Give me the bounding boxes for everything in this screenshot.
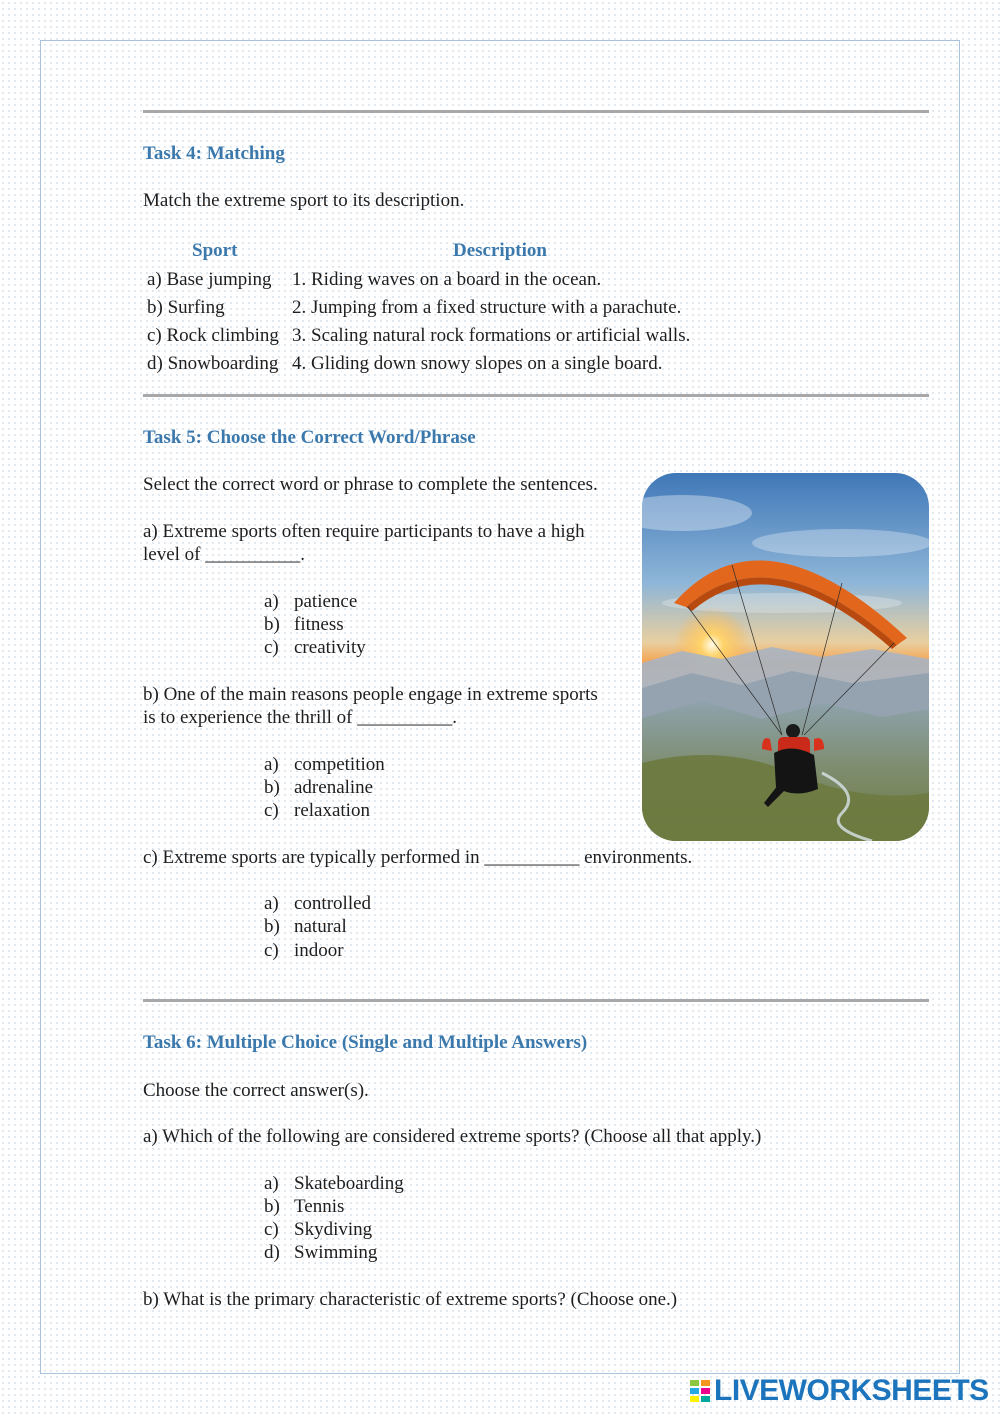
option-letter: a) (264, 1173, 279, 1194)
option-text: relaxation (294, 800, 370, 821)
question-text: b) One of the main reasons people engage in extreme sports (143, 684, 598, 705)
question-text: is to experience the thrill of __________. (143, 707, 457, 728)
divider (143, 999, 929, 1002)
liveworksheets-logo[interactable] (690, 1376, 989, 1406)
column-header-description: Description (453, 240, 547, 261)
match-sport: b) Surfing (147, 297, 225, 318)
question-text: c) Extreme sports are typically performed in __________ environments. (143, 847, 693, 868)
option-letter: b) (264, 1196, 280, 1217)
divider (143, 394, 929, 397)
option-letter: a) (264, 591, 279, 612)
option-text: Skateboarding (294, 1173, 404, 1194)
match-sport: d) Snowboarding (147, 353, 279, 374)
task5-title: Task 5: Choose the Correct Word/Phrase (143, 427, 476, 448)
option-text: patience (294, 591, 358, 612)
question-text: level of __________. (143, 544, 306, 565)
question-text: a) Which of the following are considered extreme sports? (Choose all that apply.) (143, 1126, 762, 1147)
option-text: indoor (294, 940, 344, 961)
option-letter: c) (264, 940, 279, 961)
column-header-sport: Sport (192, 240, 238, 261)
question-text: b) What is the primary characteristic of extreme sports? (Choose one.) (143, 1289, 678, 1310)
option-letter: b) (264, 614, 280, 635)
match-description: 4. Gliding down snowy slopes on a single board. (292, 353, 663, 374)
match-sport: c) Rock climbing (147, 325, 279, 346)
task6-title: Task 6: Multiple Choice (Single and Multiple Answers) (143, 1032, 588, 1053)
logo-text: LIVEWORKSHEETS (714, 1374, 989, 1407)
option-letter: a) (264, 754, 279, 775)
option-text: adrenaline (294, 777, 374, 798)
task4-instruction: Match the extreme sport to its description. (143, 190, 465, 211)
divider (143, 110, 929, 113)
match-description: 3. Scaling natural rock formations or artificial walls. (292, 325, 691, 346)
paragliding-photo (642, 473, 929, 841)
option-letter: c) (264, 800, 279, 821)
option-letter: c) (264, 637, 279, 658)
option-text: Swimming (294, 1242, 378, 1263)
liveworksheets-logo-icon (690, 1380, 710, 1402)
option-letter: c) (264, 1219, 279, 1240)
option-letter: d) (264, 1242, 280, 1263)
option-text: Skydiving (294, 1219, 373, 1240)
option-text: creativity (294, 637, 366, 658)
option-text: competition (294, 754, 385, 775)
task6-instruction: Choose the correct answer(s). (143, 1080, 369, 1101)
option-text: natural (294, 916, 347, 937)
option-letter: a) (264, 893, 279, 914)
option-letter: b) (264, 916, 280, 937)
match-description: 1. Riding waves on a board in the ocean. (292, 269, 602, 290)
option-text: Tennis (294, 1196, 345, 1217)
task4-title: Task 4: Matching (143, 143, 285, 164)
option-text: fitness (294, 614, 344, 635)
question-text: a) Extreme sports often require participants to have a high (143, 521, 585, 542)
match-description: 2. Jumping from a fixed structure with a parachute. (292, 297, 682, 318)
option-letter: b) (264, 777, 280, 798)
task5-instruction: Select the correct word or phrase to complete the sentences. (143, 474, 598, 495)
option-text: controlled (294, 893, 372, 914)
match-sport: a) Base jumping (147, 269, 272, 290)
